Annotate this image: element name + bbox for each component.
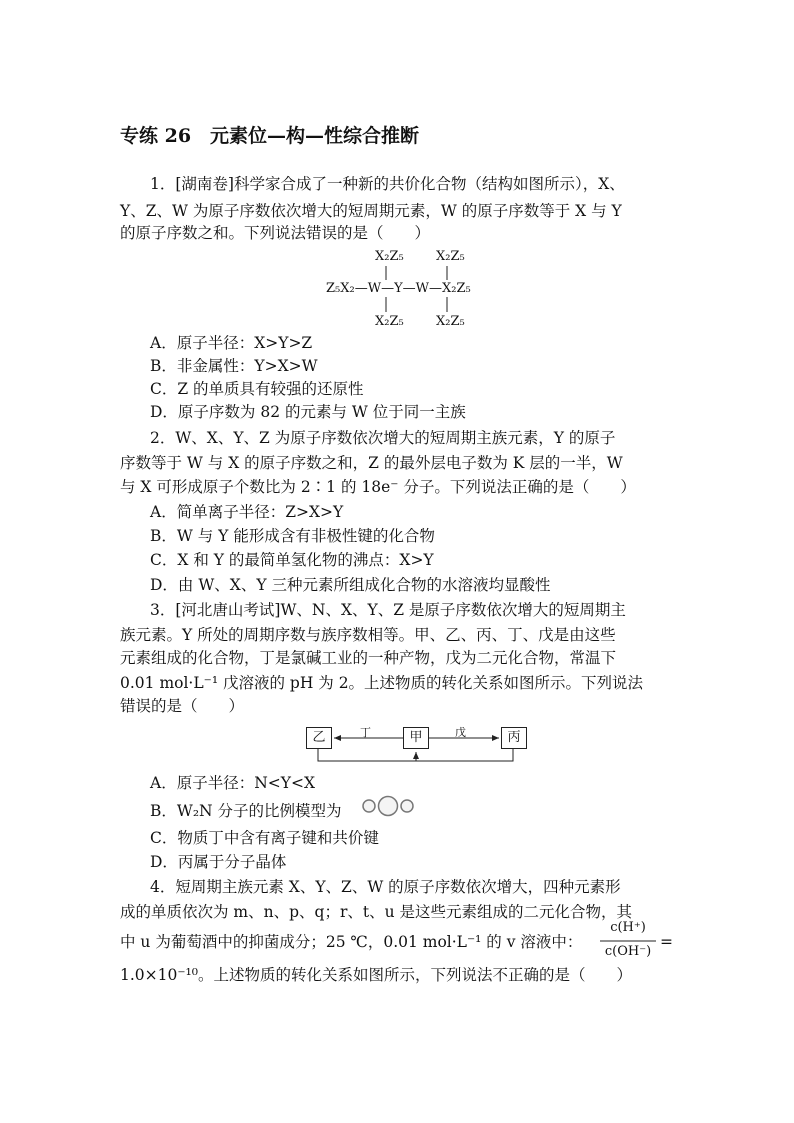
structure-top-right: X₂Z₅ (436, 249, 465, 264)
structure-middle-chain: Z₅X₂—W—Y—W—X₂Z₅ (326, 281, 471, 296)
q1-line-3: 的原子序数之和。下列说法错误的是（ ） (120, 224, 431, 242)
q1-option-c: C．Z 的单质具有较强的还原性 (150, 380, 364, 398)
q1-option-b: B．非金属性：Y>X>W (150, 357, 318, 375)
page-title: 专练 26 元素位—构—性综合推断 (120, 125, 420, 147)
q3-option-a: A．原子半径：N<Y<X (150, 774, 315, 792)
q3-option-d: D．丙属于分子晶体 (150, 853, 287, 871)
q2-option-c: C．X 和 Y 的最简单氢化物的沸点：X>Y (150, 551, 434, 569)
q4-line-4: 1.0×10⁻¹⁰。上述物质的转化关系如图所示，下列说法不正确的是（ ） (120, 966, 632, 984)
q4-line-2: 成的单质依次为 m、n、p、q；r、t、u 是这些元素组成的二元化合物，其 (120, 903, 633, 921)
box-bing: 丙 (501, 727, 527, 749)
q2-line-3: 与 X 可形成原子个数比为 2∶1 的 18e⁻ 分子。下列说法正确的是（ ） (120, 478, 636, 496)
q3-option-b: B．W₂N 分子的比例模型为 (150, 802, 342, 820)
structure-bottom-right: X₂Z₅ (436, 314, 465, 329)
q3-option-c: C．物质丁中含有离子键和共价键 (150, 829, 379, 847)
q1-line-1: 1．[湖南卷]科学家合成了一种新的共价化合物（结构如图所示），X、 (150, 175, 625, 193)
fraction-numerator: c(H⁺) (610, 920, 646, 935)
box-yi: 乙 (306, 727, 332, 749)
q3-line-1: 3．[河北唐山考试]W、N、X、Y、Z 是原子序数依次增大的短周期主 (150, 601, 626, 619)
q2-option-a: A．简单离子半径：Z>X>Y (150, 503, 344, 521)
space-filling-model-icon (361, 795, 417, 817)
q3-line-4: 0.01 mol·L⁻¹ 戊溶液的 pH 为 2。上述物质的转化关系如图所示。下列说法 (120, 674, 644, 692)
box-jia: 甲 (403, 727, 429, 749)
q1-line-2: Y、Z、W 为原子序数依次增大的短周期元素，W 的原子序数等于 X 与 Y (120, 202, 622, 220)
fraction-denominator: c(OH⁻) (604, 944, 652, 959)
q3-line-5: 错误的是（ ） (120, 697, 245, 715)
structure-top-left: X₂Z₅ (375, 249, 404, 264)
fraction-equals: = (660, 933, 673, 951)
q2-option-d: D．由 W、X、Y 三种元素所组成化合物的水溶液均显酸性 (150, 576, 551, 594)
arrow-label-wu: 戊 (455, 726, 466, 739)
q2-option-b: B．W 与 Y 能形成含有非极性键的化合物 (150, 527, 435, 545)
q2-line-1: 2．W、X、Y、Z 为原子序数依次增大的短周期主族元素，Y 的原子 (150, 429, 616, 447)
arrow-label-ding: 丁 (360, 726, 371, 739)
q1-option-d: D．原子序数为 82 的元素与 W 位于同一主族 (150, 403, 466, 421)
q3-line-3: 元素组成的化合物，丁是氯碱工业的一种产物，戊为二元化合物，常温下 (120, 649, 617, 667)
q1-option-a: A．原子半径：X>Y>Z (150, 334, 313, 352)
fraction-bar (600, 940, 658, 943)
q2-line-2: 序数等于 W 与 X 的原子序数之和，Z 的最外层电子数为 K 层的一半，W (120, 454, 623, 472)
q3-line-2: 族元素。Y 所处的周期序数与族序数相等。甲、乙、丙、丁、戊是由这些 (120, 626, 616, 644)
q4-line-1: 4．短周期主族元素 X、Y、Z、W 的原子序数依次增大，四种元素形 (150, 878, 621, 896)
q4-line-3: 中 u 为葡萄酒中的抑菌成分；25 ℃，0.01 mol·L⁻¹ 的 v 溶液中： (120, 933, 583, 951)
structure-bottom-left: X₂Z₅ (375, 314, 404, 329)
